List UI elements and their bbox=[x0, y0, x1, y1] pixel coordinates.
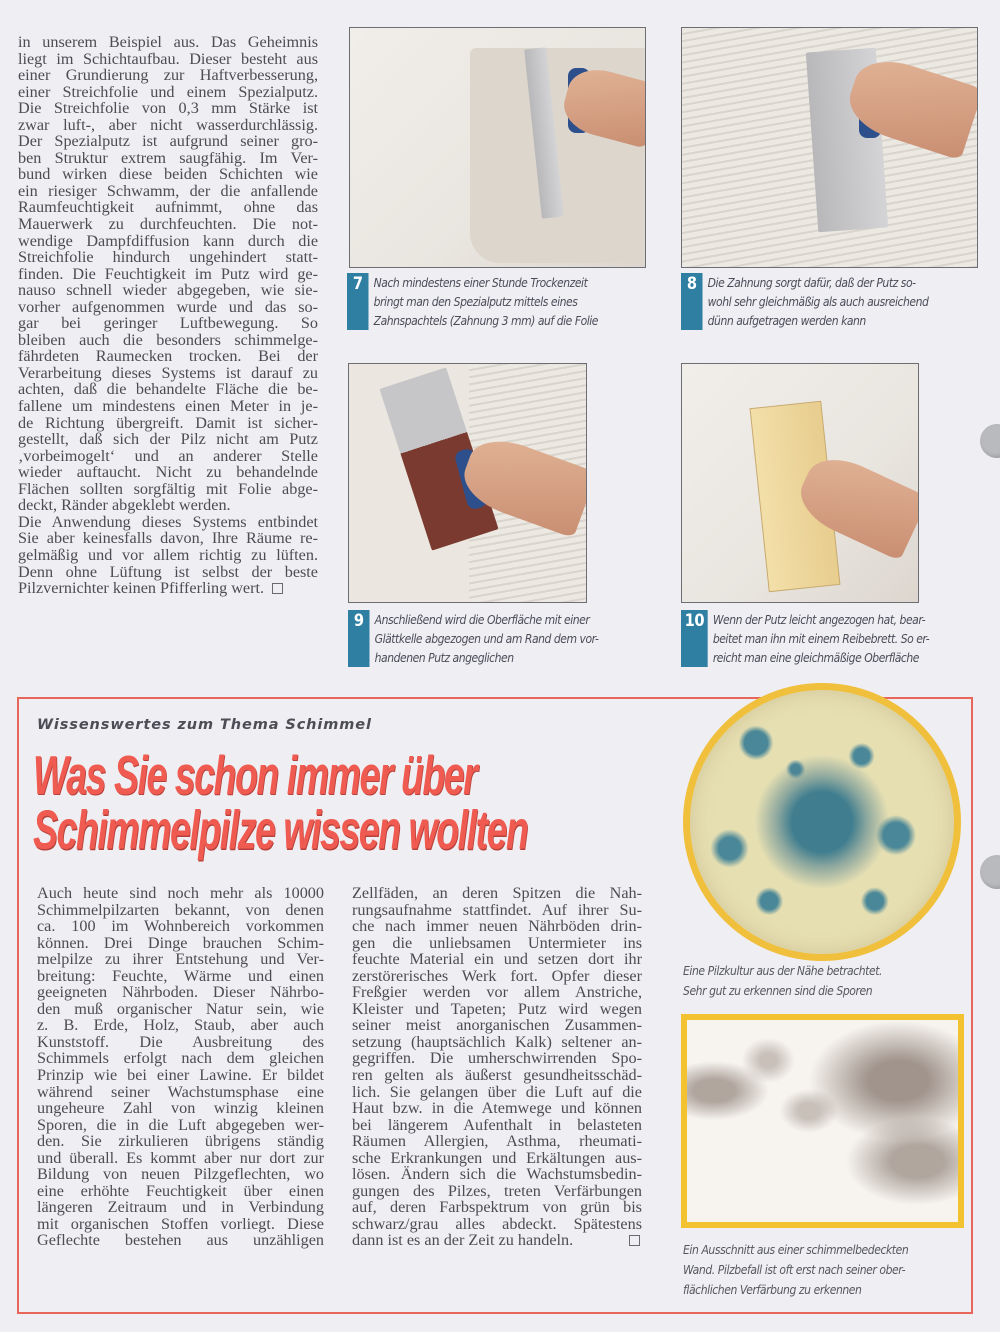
caption-line: Ein Ausschnitt aus einer schimmelbedeckten bbox=[683, 1242, 909, 1257]
text-line: z. B. Erde, Holz, Staub, aber auch bbox=[37, 1016, 324, 1035]
text-line: breitung: Feuchte, Wärme und einen bbox=[37, 966, 324, 985]
text-line: den. Sie zirkulieren übrigens ständig bbox=[37, 1132, 324, 1151]
text-line: deckt, Ränder abgeklebt werden. bbox=[18, 496, 231, 515]
caption-line: flächlichen Verfärbung zu erkennen bbox=[683, 1282, 862, 1297]
text-line: zwar luft-, aber nicht wasserdurchlässig. bbox=[18, 115, 318, 134]
section-kicker: Wissenswertes zum Thema Schimmel bbox=[37, 717, 372, 733]
step-10-caption bbox=[681, 610, 929, 667]
text-line: Streichfolie hindurch ungehindert statt- bbox=[18, 248, 318, 267]
text-line: ren gelten als äußerst gesundheitsschäd- bbox=[352, 1066, 642, 1085]
text-line: wendige Dampfdiffusion kann durch die bbox=[18, 231, 318, 250]
text-line: den muß organischer Natur sein, wie bbox=[37, 999, 324, 1018]
text-line: nauso schnell wieder abgegeben, wie sie- bbox=[18, 281, 318, 300]
text-line: feuchte Material ein und setzen dort ihr bbox=[352, 950, 642, 969]
step-8-photo bbox=[681, 27, 978, 268]
text-line: Sie aber keinesfalls davon, Ihre Räume re- bbox=[18, 529, 318, 548]
caption-line: dünn aufgetragen werden kann bbox=[707, 313, 866, 328]
text-line: ca. 100 im Wohnbereich vorkommen bbox=[37, 917, 324, 936]
text-line: Denn ohne Lüftung ist selbst der beste bbox=[18, 562, 318, 581]
step-7-caption bbox=[347, 273, 598, 330]
caption-text bbox=[708, 273, 929, 330]
text-line: finden. Die Feuchtigkeit im Putz wird ge- bbox=[18, 264, 318, 283]
text-line: Bildung von neuen Pilzgeflechten, wo bbox=[37, 1165, 324, 1184]
text-line: einer Streichfolie und einem Spezialputz. bbox=[18, 82, 318, 101]
text-line: rungsaufnahme stattfindet. Auf ihrer Su- bbox=[352, 900, 642, 919]
caption-line: Die Zahnung sorgt dafür, daß der Putz so- bbox=[707, 275, 916, 290]
caption-line: Eine Pilzkultur aus der Nähe betrachtet. bbox=[683, 963, 883, 978]
text-line: Prinzip wie bei einer Lawine. Er bildet bbox=[37, 1066, 324, 1085]
text-line: gelmäßig und vor allem richtig zu lüften. bbox=[18, 545, 318, 564]
text-line: Flächen sollten sorgfältig mit Folie abge- bbox=[18, 479, 318, 498]
text-line bbox=[18, 580, 318, 597]
caption-line: wohl sehr gleichmäßig als auch ausreichend bbox=[707, 294, 929, 309]
text-line-content: dann ist es an der Zeit zu handeln. bbox=[352, 1231, 574, 1250]
caption-line: Sehr gut zu erkennen sind die Sporen bbox=[683, 983, 873, 998]
text-line: Kleister und Tapeten; Putz wird wegen bbox=[352, 999, 642, 1018]
text-line: Freßgier werden vor allem Anstriche, bbox=[352, 983, 642, 1002]
step-9-photo bbox=[348, 363, 587, 603]
text-line: können. Drei Dinge brauchen Schim- bbox=[37, 933, 324, 952]
text-line: achten, daß die behandelte Fläche die be- bbox=[18, 380, 318, 399]
text-line: melpilze zu ihrer Entstehung und Ver- bbox=[37, 950, 324, 969]
end-of-article-mark-icon bbox=[629, 1235, 640, 1246]
text-line: Kunststoff. Die Ausbreitung des bbox=[37, 1032, 324, 1051]
text-line: ben Struktur extrem saugfähig. Im Ver- bbox=[18, 148, 318, 167]
caption-text bbox=[375, 610, 599, 667]
text-line: Auch heute sind noch mehr als 10000 bbox=[37, 884, 324, 902]
text-line: Sporen, die in die Luft abgegeben wer- bbox=[37, 1115, 324, 1134]
text-line: zerstörerisches Werk fort. Opfer dieser bbox=[352, 966, 642, 985]
text-line: lösen. Ändern sich die Wachstumsbedin- bbox=[352, 1165, 642, 1184]
step-10-photo bbox=[681, 363, 919, 603]
text-line: Schimmelpilzarten bekannt, von denen bbox=[37, 900, 324, 919]
text-line: vorher aufgenommen wurde und das so- bbox=[18, 297, 318, 316]
text-line: Zellfäden, an deren Spitzen die Nah- bbox=[352, 884, 642, 902]
text-line: de Richtung übergreift. Damit ist sicher- bbox=[18, 413, 318, 432]
text-line: Der Spezialputz ist aufgrund seiner gro- bbox=[18, 132, 318, 151]
text-line: gar bei geringer Luftbewegung. So bbox=[18, 314, 318, 333]
article-column-top-left bbox=[18, 34, 318, 597]
mold-wall-photo bbox=[681, 1014, 964, 1228]
text-line: fallene um mindestens einen Meter in je- bbox=[18, 397, 318, 416]
text-line: Räumen Allergien, Asthma, rheumati- bbox=[352, 1132, 642, 1151]
petri-caption bbox=[683, 961, 882, 1001]
headline-line: Schimmelpilze wissen wollten bbox=[33, 800, 528, 862]
text-line: ‚vorbeimogelt‘ und an anderer Stelle bbox=[18, 446, 318, 465]
step-9-caption bbox=[348, 610, 598, 667]
caption-text bbox=[713, 610, 929, 667]
text-line: gestellt, daß sich der Pilz nicht am Putz bbox=[18, 430, 318, 449]
caption-line: Glättkelle abgezogen und am Rand dem vor- bbox=[374, 631, 599, 646]
text-line: schwarz/grau alles abdeckt. Spätestens bbox=[352, 1214, 642, 1233]
text-line: Die Anwendung dieses Systems entbindet bbox=[18, 512, 318, 531]
text-line: che nach immer neuen Nährböden drin- bbox=[352, 917, 642, 936]
text-line: Schimmels erfolgt nach dem gleichen bbox=[37, 1049, 324, 1068]
text-line: während seiner Wachstumsphase eine bbox=[37, 1082, 324, 1101]
headline bbox=[33, 745, 528, 862]
text-line: sche Erkrankungen und Erkältungen aus- bbox=[352, 1148, 642, 1167]
step-7-photo bbox=[349, 27, 646, 268]
caption-line: Wenn der Putz leicht angezogen hat, bear- bbox=[712, 612, 926, 627]
text-line: ein riesiger Schwamm, der die anfallende bbox=[18, 181, 318, 200]
text-line: seiner meist anorganischen Zusammen- bbox=[352, 1016, 642, 1035]
headline-line: Was Sie schon immer über bbox=[33, 745, 477, 807]
text-line: und überall. Es kommt aber nur dort zur bbox=[37, 1148, 324, 1167]
text-line: lich. Sie gelangen über die Luft auf die bbox=[352, 1082, 642, 1101]
text-line: gen die unliebsamen Untermieter ins bbox=[352, 933, 642, 952]
step-8-caption bbox=[681, 273, 928, 330]
caption-line: bringt man den Spezialputz mittels eines bbox=[373, 294, 578, 309]
text-line: liegt im Schichtaufbau. Dieser besteht aus bbox=[18, 49, 318, 68]
text-line: Haut bzw. in die Atemwege und können bbox=[352, 1099, 642, 1118]
step-number-badge: 10 bbox=[681, 610, 708, 667]
text-line: bleiben auch die besonders schimmelge- bbox=[18, 330, 318, 349]
text-line: Die Streichfolie von 0,3 mm Stärke ist bbox=[18, 99, 318, 118]
end-of-article-mark-icon bbox=[272, 583, 283, 594]
text-line: einer Grundierung zur Haftverbesserung, bbox=[18, 66, 318, 85]
text-line: bei längerem Aufenthalt in belasteten bbox=[352, 1115, 642, 1134]
text-line: bund wirken diese beiden Schichten wie bbox=[18, 165, 318, 184]
caption-line: Wand. Pilzbefall ist oft erst nach seiner ober- bbox=[683, 1262, 906, 1277]
step-number-badge: 9 bbox=[348, 610, 370, 667]
text-line: in unserem Beispiel aus. Das Geheimnis bbox=[18, 33, 318, 51]
text-line: gegriffen. Die umherschwirrenden Spo- bbox=[352, 1049, 642, 1068]
text-line: fährdeten Raumecken trocken. Bei der bbox=[18, 347, 318, 366]
text-line: Geflechte bestehen aus unzähligen bbox=[37, 1231, 324, 1250]
wall-caption bbox=[683, 1240, 908, 1300]
text-line bbox=[352, 1232, 642, 1249]
text-line: wieder auftaucht. Nicht zu behandelnde bbox=[18, 463, 318, 482]
text-line: Verarbeitung dieses Systems ist darauf zu bbox=[18, 363, 318, 382]
caption-line: Zahnspachtels (Zahnung 3 mm) auf die Folie bbox=[373, 313, 599, 328]
info-column-2 bbox=[352, 885, 642, 1249]
text-line: Mauerwerk zu durchfeuchten. Die not- bbox=[18, 215, 318, 234]
caption-line: Anschließend wird die Oberfläche mit einer bbox=[374, 612, 590, 627]
info-column-1 bbox=[37, 885, 324, 1249]
text-line: mit organischen Stoffen vorliegt. Diese bbox=[37, 1214, 324, 1233]
punch-hole-icon bbox=[980, 855, 1000, 889]
text-line: eine erhöhte Feuchtigkeit über einen bbox=[37, 1181, 324, 1200]
text-line: gungen des Pilzes, treten Verfärbungen bbox=[352, 1181, 642, 1200]
text-line-content: Pilzvernichter keinen Pfifferling wert. bbox=[18, 579, 265, 598]
text-line: längeren Zeitraum und in Verbindung bbox=[37, 1198, 324, 1217]
caption-line: Nach mindestens einer Stunde Trockenzeit bbox=[373, 275, 588, 290]
punch-hole-icon bbox=[980, 424, 1000, 458]
text-line: auf, deren Farbspektrum von grün bis bbox=[352, 1198, 642, 1217]
text-line: ungeheure Zahl von winzig kleinen bbox=[37, 1099, 324, 1118]
step-number-badge: 8 bbox=[681, 273, 703, 330]
step-number-badge: 7 bbox=[347, 273, 369, 330]
caption-line: handenen Putz angeglichen bbox=[374, 650, 514, 665]
caption-line: reicht man eine gleichmäßige Oberfläche bbox=[712, 650, 919, 665]
text-line: setzung (hauptsächlich Kalk) seltener an- bbox=[352, 1032, 642, 1051]
caption-line: beitet man ihn mit einem Reibebrett. So er- bbox=[712, 631, 930, 646]
caption-text bbox=[374, 273, 598, 330]
text-line: geeigneten Nährboden. Dieser Nährbo- bbox=[37, 983, 324, 1002]
text-line: Raumfeuchtigkeit aufnimmt, ohne das bbox=[18, 198, 318, 217]
mold-culture-petri-image bbox=[683, 683, 961, 961]
